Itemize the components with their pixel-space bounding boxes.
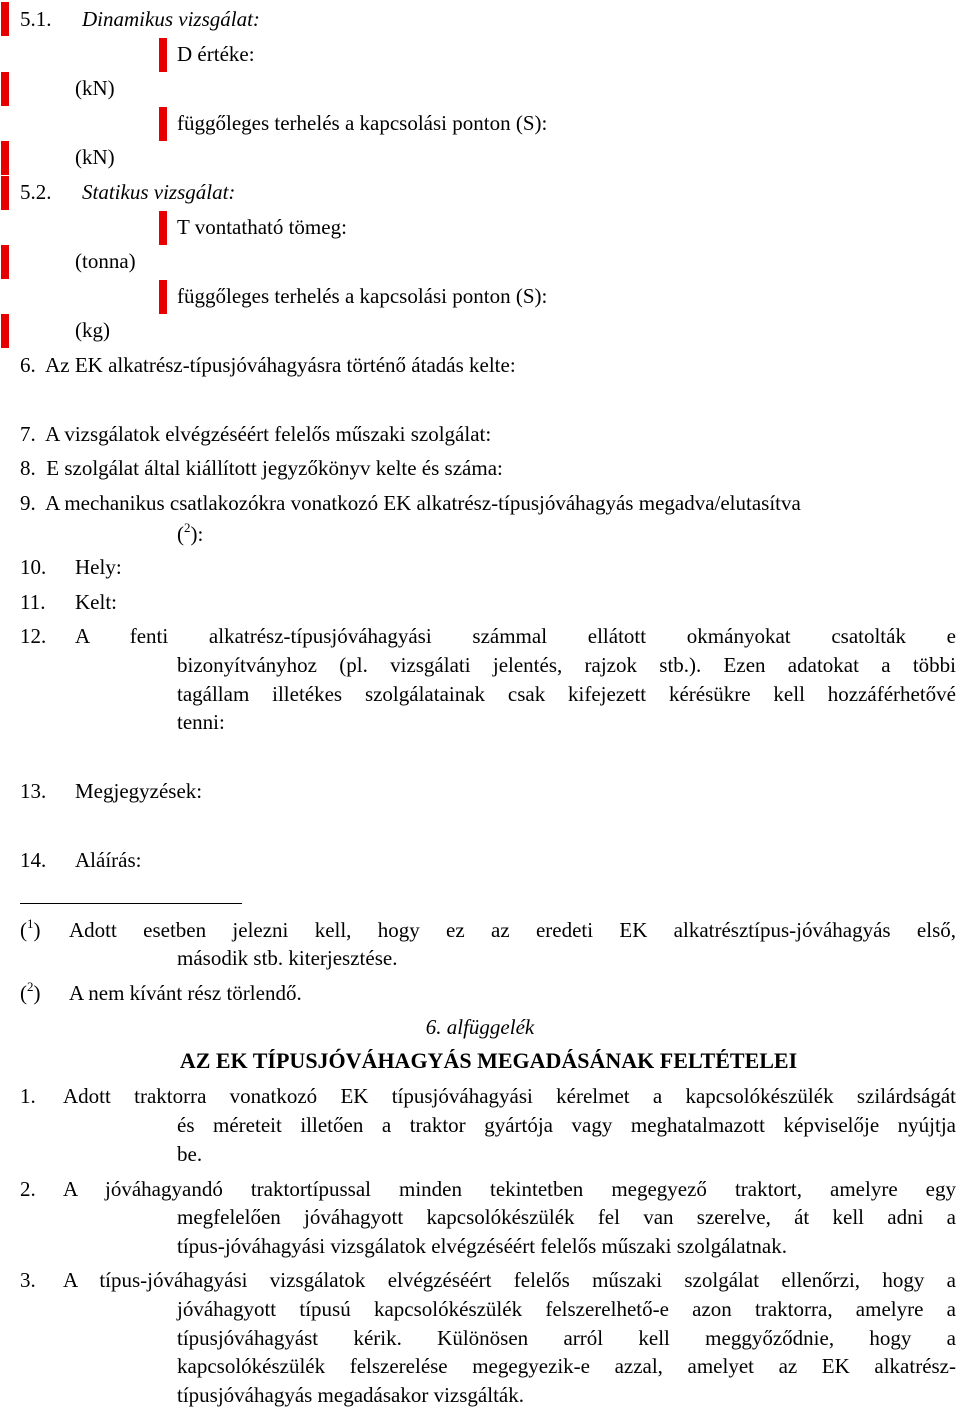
field-label: Aláírás: <box>75 848 142 872</box>
paragraph-line: típusjóváhagyás megadásakor vizsgálták. <box>177 1383 524 1407</box>
paragraph-line: és méreteit illetően a traktor gyártója vagy meghatalmazott képviselője nyújtja <box>177 1113 956 1137</box>
change-bar <box>159 280 167 314</box>
item-number: 12. <box>20 624 47 648</box>
paragraph-line: kapcsolókészülék felszerelése megegyezik-e azzal, amelyet az EK alkatrész- <box>177 1354 956 1378</box>
item-number: 14. <box>20 848 47 872</box>
paragraph-line: megfelelően jóváhagyott kapcsolókészülék fel van szerelve, át kell adni a <box>177 1205 956 1229</box>
change-bar <box>1 245 9 279</box>
section-number: 5.2. <box>20 180 52 204</box>
footnote-line: Adott esetben jelezni kell, hogy ez az eredeti EK alkatrésztípus-jóváhagyás első, <box>69 918 956 942</box>
change-bar <box>1 314 9 348</box>
form-item: 9. A mechanikus csatlakozókra vonatkozó EK alkatrész-típusjóváhagyás megadva/elutasítva <box>20 491 801 515</box>
change-bar <box>1 2 9 36</box>
form-item: 6. Az EK alkatrész-típusjóváhagyásra történő átadás kelte: <box>20 353 516 377</box>
footnote-line: A nem kívánt rész törlendő. <box>69 981 302 1005</box>
field-label: T vontatható tömeg: <box>177 215 347 239</box>
paragraph-line: be. <box>177 1142 203 1166</box>
paragraph-line: jóváhagyott típusú kapcsolókészülék felszerelhető-e azon traktorra, amelyre a <box>177 1297 956 1321</box>
paragraph-line: bizonyítványhoz (pl. vizsgálati jelentés, rajzok stb.). Ezen adatokat a többi <box>177 653 956 677</box>
footnote-separator <box>20 903 242 904</box>
paragraph-line: A jóváhagyandó traktortípussal minden tekintetben megegyező traktort, amelyre egy <box>63 1177 956 1201</box>
unit-label: (kg) <box>75 318 110 342</box>
paragraph-line: tagállam illetékes szolgálatainak csak kifejezett kérésükre kell hozzáférhetővé <box>177 682 956 706</box>
paragraph-line: A fenti alkatrész-típusjóváhagyási számmal ellátott okmányokat csatolták e <box>75 624 956 648</box>
section-title: Dinamikus vizsgálat: <box>82 7 260 31</box>
field-label: Megjegyzések: <box>75 779 203 803</box>
field-label: Hely: <box>75 555 122 579</box>
paragraph-line: Adott traktorra vonatkozó EK típusjóváhagyási kérelmet a kapcsolókészülék szilárdságát <box>63 1084 956 1108</box>
item-number: 11. <box>20 590 46 614</box>
section-title: Statikus vizsgálat: <box>82 180 236 204</box>
paragraph-line: A típus-jóváhagyási vizsgálatok elvégzéséért felelős műszaki szolgálat ellenőrzi, hogy a <box>63 1268 956 1292</box>
paragraph-line: típus-jóváhagyási vizsgálatok elvégzéséért felelős műszaki szolgálatnak. <box>177 1234 787 1258</box>
footnote-marker: ($^2$) <box>20 979 41 1005</box>
item-number: 13. <box>20 779 47 803</box>
field-label: D értéke: <box>177 42 255 66</box>
appendix-title: AZ EK TÍPUSJÓVÁHAGYÁS MEGADÁSÁNAK FELTÉTELEI <box>179 1048 798 1073</box>
paragraph-line: típusjóváhagyást kérik. Különösen arról kell meggyőződnie, hogy a <box>177 1326 956 1350</box>
unit-label: (kN) <box>75 145 115 169</box>
form-item: 8. E szolgálat által kiállított jegyzőkönyv kelte és száma: <box>20 456 503 480</box>
paren-close: ): <box>190 522 204 546</box>
unit-label: (tonna) <box>75 249 136 273</box>
field-label: függőleges terhelés a kapcsolási ponton (S): <box>177 284 548 308</box>
footnote-marker: ($^1$) <box>20 916 41 942</box>
paragraph-line: tenni: <box>177 710 225 734</box>
section-number: 5.1. <box>20 7 52 31</box>
field-label: Kelt: <box>75 590 117 614</box>
change-bar <box>159 107 167 141</box>
item-number: 1. <box>20 1084 36 1108</box>
footnote-ref: 2 <box>184 520 191 535</box>
field-label: függőleges terhelés a kapcsolási ponton (S): <box>177 111 548 135</box>
appendix-number: 6. alfüggelék <box>425 1015 535 1039</box>
form-item: 7. A vizsgálatok elvégzéséért felelős műszaki szolgálat: <box>20 422 492 446</box>
change-bar <box>1 141 9 175</box>
change-bar <box>1 176 9 210</box>
unit-label: (kN) <box>75 76 115 100</box>
form-item-continuation <box>177 520 203 548</box>
paren-open: ( <box>177 522 184 546</box>
change-bar <box>159 38 167 72</box>
item-number: 3. <box>20 1268 36 1292</box>
footnote-line: második stb. kiterjesztése. <box>177 946 398 970</box>
change-bar <box>1 72 9 106</box>
change-bar <box>159 211 167 245</box>
item-number: 10. <box>20 555 47 579</box>
item-number: 2. <box>20 1177 36 1201</box>
